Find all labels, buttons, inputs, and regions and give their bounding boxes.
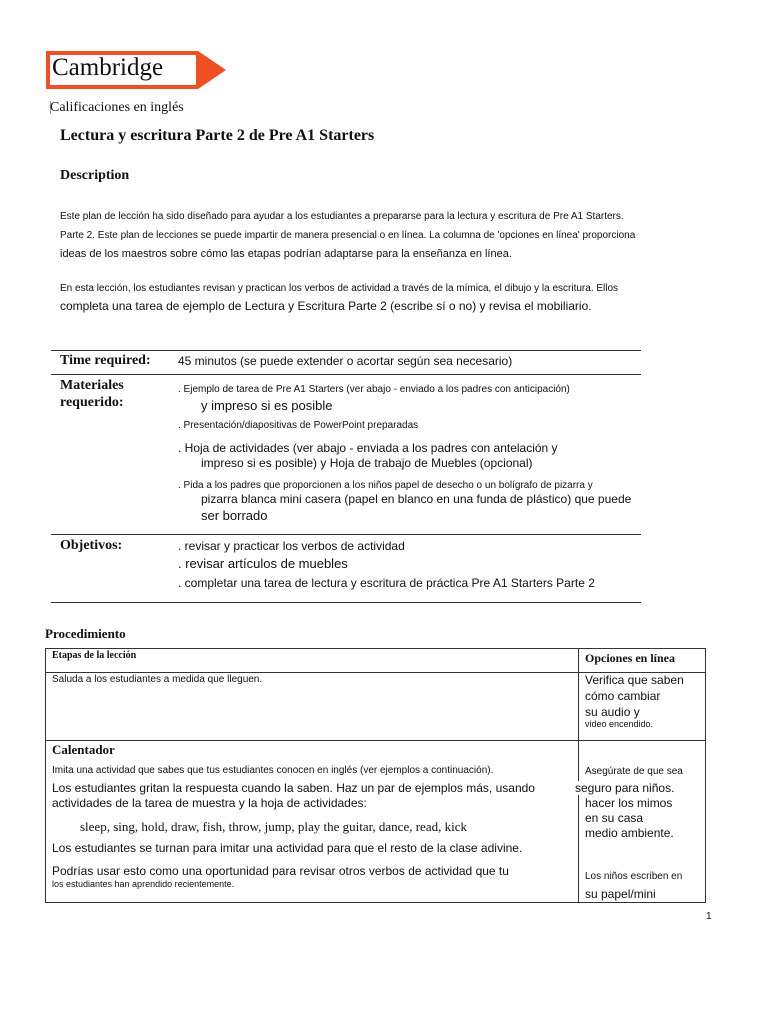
objective-item: . revisar y practicar los verbos de actividad bbox=[178, 539, 405, 553]
online-option-line: hacer los mimos bbox=[585, 796, 673, 810]
procedure-table bbox=[45, 648, 706, 903]
online-option-line: Verifica que saben bbox=[585, 673, 684, 687]
table-rule bbox=[51, 350, 641, 351]
online-option-line: video encendido. bbox=[585, 719, 654, 729]
table-rule bbox=[51, 534, 641, 535]
logo-arrow-icon bbox=[198, 51, 226, 89]
online-option-line: en su casa bbox=[585, 811, 644, 825]
description-line: Este plan de lección ha sido diseñado para ayudar a los estudiantes a prepararse para la lectura y escritura de Pre A1 Starters. bbox=[60, 211, 624, 222]
objective-item: . revisar artículos de muebles bbox=[178, 556, 348, 571]
online-option-line: Asegúrate de que sea bbox=[585, 766, 683, 777]
materials-item: impreso si es posible) y Hoja de trabajo de Muebles (opcional) bbox=[201, 456, 533, 470]
materials-item: y impreso si es posible bbox=[201, 398, 333, 413]
online-option-line: cómo cambiar bbox=[585, 689, 661, 703]
column-header-online: Opciones en línea bbox=[585, 651, 676, 665]
objective-item: . completar una tarea de lectura y escritura de práctica Pre A1 Starters Parte 2 bbox=[178, 576, 595, 590]
materials-item: . Ejemplo de tarea de Pre A1 Starters (ver abajo - enviado a los padres con anticipación) bbox=[178, 384, 570, 395]
column-header-stages: Etapas de la lección bbox=[52, 650, 137, 661]
verbs-list: sleep, sing, hold, draw, fish, throw, jump, play the guitar, dance, read, kick bbox=[80, 819, 467, 834]
stage-text: Los estudiantes gritan la respuesta cuando la saben. Haz un par de ejemplos más, usando bbox=[52, 781, 535, 795]
subtitle: Calificaciones en inglés bbox=[50, 100, 184, 115]
page-title: Lectura y escritura Parte 2 de Pre A1 Starters bbox=[60, 127, 375, 144]
materials-item: . Presentación/diapositivas de PowerPoint preparadas bbox=[178, 420, 419, 431]
stage-text: actividades de la tarea de muestra y la hoja de actividades: bbox=[52, 796, 367, 810]
stage-text: Saluda a los estudiantes a medida que lleguen. bbox=[52, 674, 263, 685]
materials-item: pizarra blanca mini casera (papel en blanco en una funda de plástico) que puede bbox=[201, 492, 632, 506]
description-line: Parte 2. Este plan de lecciones se puede impartir de manera presencial o en línea. La columna de 'opciones en línea' proporciona bbox=[60, 230, 636, 241]
description-heading: Description bbox=[60, 168, 130, 183]
online-option-line: Los niños escriben en bbox=[585, 871, 683, 882]
objectives-label: Objetivos: bbox=[60, 538, 123, 553]
table-rule bbox=[51, 374, 641, 375]
online-option-line: su papel/mini bbox=[585, 887, 656, 901]
procedure-heading: Procedimiento bbox=[45, 626, 126, 641]
description-line: completa una tarea de ejemplo de Lectura y Escritura Parte 2 (escribe sí o no) y revisa el mobiliario. bbox=[60, 299, 592, 313]
materials-label: Materiales bbox=[60, 378, 124, 393]
stage-text: Los estudiantes se turnan para imitar una actividad para que el resto de la clase adivine. bbox=[52, 841, 523, 855]
page-number: 1 bbox=[706, 911, 712, 922]
time-value: 45 minutos (se puede extender o acortar según sea necesario) bbox=[178, 354, 513, 368]
logo-text: Cambridge bbox=[52, 54, 164, 81]
materials-item: . Pida a los padres que proporcionen a los niños papel de desecho o un bolígrafo de pizarra y bbox=[178, 480, 593, 491]
online-option-line: su audio y bbox=[585, 705, 640, 719]
warmer-title: Calentador bbox=[52, 742, 115, 757]
description-line: En esta lección, los estudiantes revisan y practican los verbos de actividad a través de la mímica, el dibujo y la escritura. Ellos bbox=[60, 283, 619, 294]
stage-text: los estudiantes han aprendido recientemente. bbox=[52, 879, 235, 889]
materials-item: ser borrado bbox=[201, 508, 268, 523]
materials-item: . Hoja de actividades (ver abajo - enviada a los padres con antelación y bbox=[178, 441, 558, 455]
cambridge-logo bbox=[46, 51, 198, 89]
materials-label: requerido: bbox=[60, 395, 124, 410]
description-line: ideas de los maestros sobre cómo las etapas podrían adaptarse para la enseñanza en línea. bbox=[60, 248, 512, 260]
stage-text: Imita una actividad que sabes que tus estudiantes conocen en inglés (ver ejemplos a continuación). bbox=[52, 765, 494, 776]
stage-text: Podrías usar esto como una oportunidad para revisar otros verbos de actividad que tu bbox=[52, 864, 509, 878]
table-rule bbox=[51, 602, 641, 603]
time-label: Time required: bbox=[60, 353, 151, 368]
online-option-line: medio ambiente. bbox=[585, 826, 674, 840]
online-option-line: seguro para niños. bbox=[575, 781, 675, 795]
